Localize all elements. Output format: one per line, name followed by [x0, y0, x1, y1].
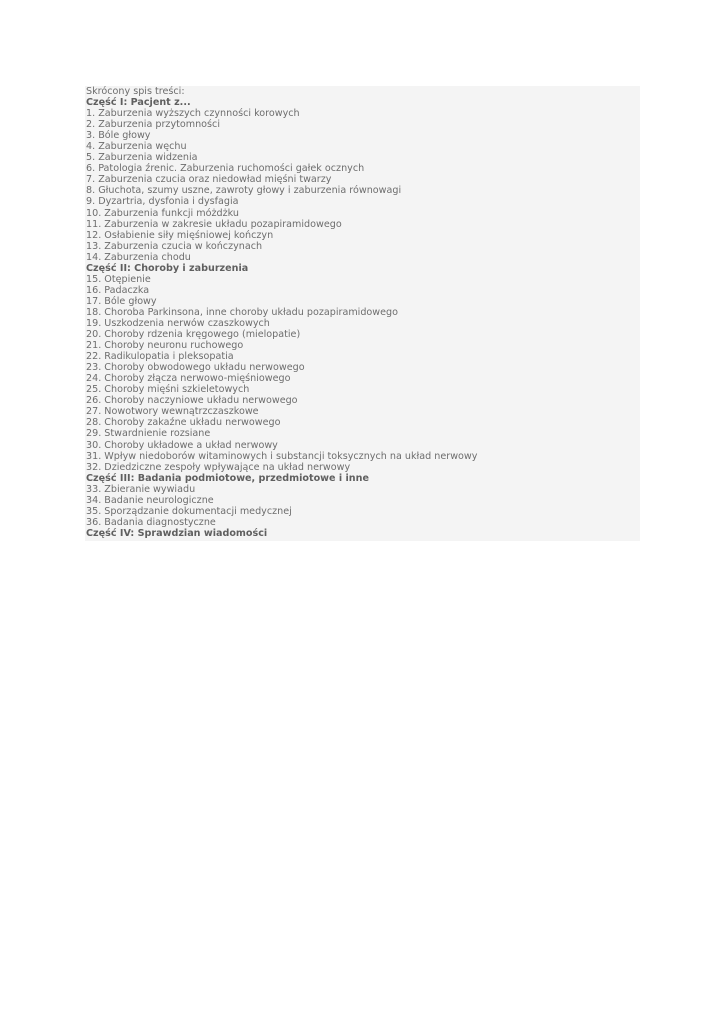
toc-chapter-item: 5. Zaburzenia widzenia [86, 152, 198, 164]
toc-chapter-item: 8. Głuchota, szumy uszne, zawroty głowy i zaburzenia równowagi [86, 185, 402, 197]
toc-chapter-item: 14. Zaburzenia chodu [86, 251, 191, 263]
toc-chapter-item: 27. Nowotwory wewnątrzczaszkowe [86, 406, 259, 418]
toc-part-heading: Część IV: Sprawdzian wiadomości [86, 527, 268, 539]
toc-chapter-item: 18. Choroba Parkinsona, inne choroby układu pozapiramidowego [86, 306, 398, 318]
toc-chapter-item: 36. Badania diagnostyczne [86, 516, 216, 528]
toc-chapter-item: 13. Zaburzenia czucia w kończynach [86, 240, 263, 252]
toc-chapter-item: 16. Padaczka [86, 284, 150, 296]
toc-chapter-item: 12. Osłabienie siły mięśniowej kończyn [86, 229, 274, 241]
toc-chapter-item: 26. Choroby naczyniowe układu nerwowego [86, 395, 298, 407]
toc-chapter-item: 21. Choroby neuronu ruchowego [86, 340, 244, 352]
toc-chapter-item: 4. Zaburzenia węchu [86, 141, 187, 153]
toc-chapter-item: 11. Zaburzenia w zakresie układu pozapiramidowego [86, 218, 342, 230]
table-of-contents [85, 86, 640, 541]
toc-chapter-item: 31. Wpływ niedoborów witaminowych i substancji toksycznych na układ nerwowy [86, 450, 478, 462]
toc-chapter-item: 30. Choroby układowe a układ nerwowy [86, 439, 278, 451]
toc-list [86, 97, 640, 539]
toc-chapter-item: 24. Choroby złącza nerwowo-mięśniowego [86, 373, 291, 385]
toc-part-heading: Część I: Pacjent z... [86, 97, 191, 109]
toc-chapter-item: 17. Bóle głowy [86, 295, 157, 307]
toc-chapter-item: 1. Zaburzenia wyższych czynności korowych [86, 108, 300, 120]
toc-chapter-item: 7. Zaburzenia czucia oraz niedowład mięśni twarzy [86, 174, 332, 186]
toc-chapter-item: 28. Choroby zakaźne układu nerwowego [86, 417, 281, 429]
toc-chapter-item: 3. Bóle głowy [86, 130, 151, 142]
toc-chapter-item: 20. Choroby rdzenia kręgowego (mielopatie) [86, 329, 301, 341]
toc-chapter-item: 19. Uszkodzenia nerwów czaszkowych [86, 317, 270, 329]
toc-chapter-item: 15. Otępienie [86, 273, 151, 285]
toc-chapter-item: 35. Sporządzanie dokumentacji medycznej [86, 505, 292, 517]
toc-chapter-item: 23. Choroby obwodowego układu nerwowego [86, 362, 305, 374]
toc-chapter-item: 29. Stwardnienie rozsiane [86, 428, 211, 440]
toc-chapter-item: 2. Zaburzenia przytomności [86, 119, 220, 131]
toc-part-heading: Część II: Choroby i zaburzenia [86, 262, 249, 274]
toc-heading: Skrócony spis treści: [86, 86, 185, 97]
toc-chapter-item: 25. Choroby mięśni szkieletowych [86, 384, 250, 396]
toc-chapter-item: 6. Patologia źrenic. Zaburzenia ruchomości gałek ocznych [86, 163, 365, 175]
toc-chapter-item: 32. Dziedziczne zespoły wpływające na układ nerwowy [86, 461, 351, 473]
toc-chapter-item: 34. Badanie neurologiczne [86, 494, 214, 506]
toc-part-heading: Część III: Badania podmiotowe, przedmiotowe i inne [86, 472, 369, 484]
toc-chapter-item: 9. Dyzartria, dysfonia i dysfagia [86, 196, 239, 208]
toc-chapter-item: 22. Radikulopatia i pleksopatia [86, 351, 234, 363]
toc-chapter-item: 33. Zbieranie wywiadu [86, 483, 196, 495]
toc-chapter-item: 10. Zaburzenia funkcji móżdżku [86, 207, 239, 219]
